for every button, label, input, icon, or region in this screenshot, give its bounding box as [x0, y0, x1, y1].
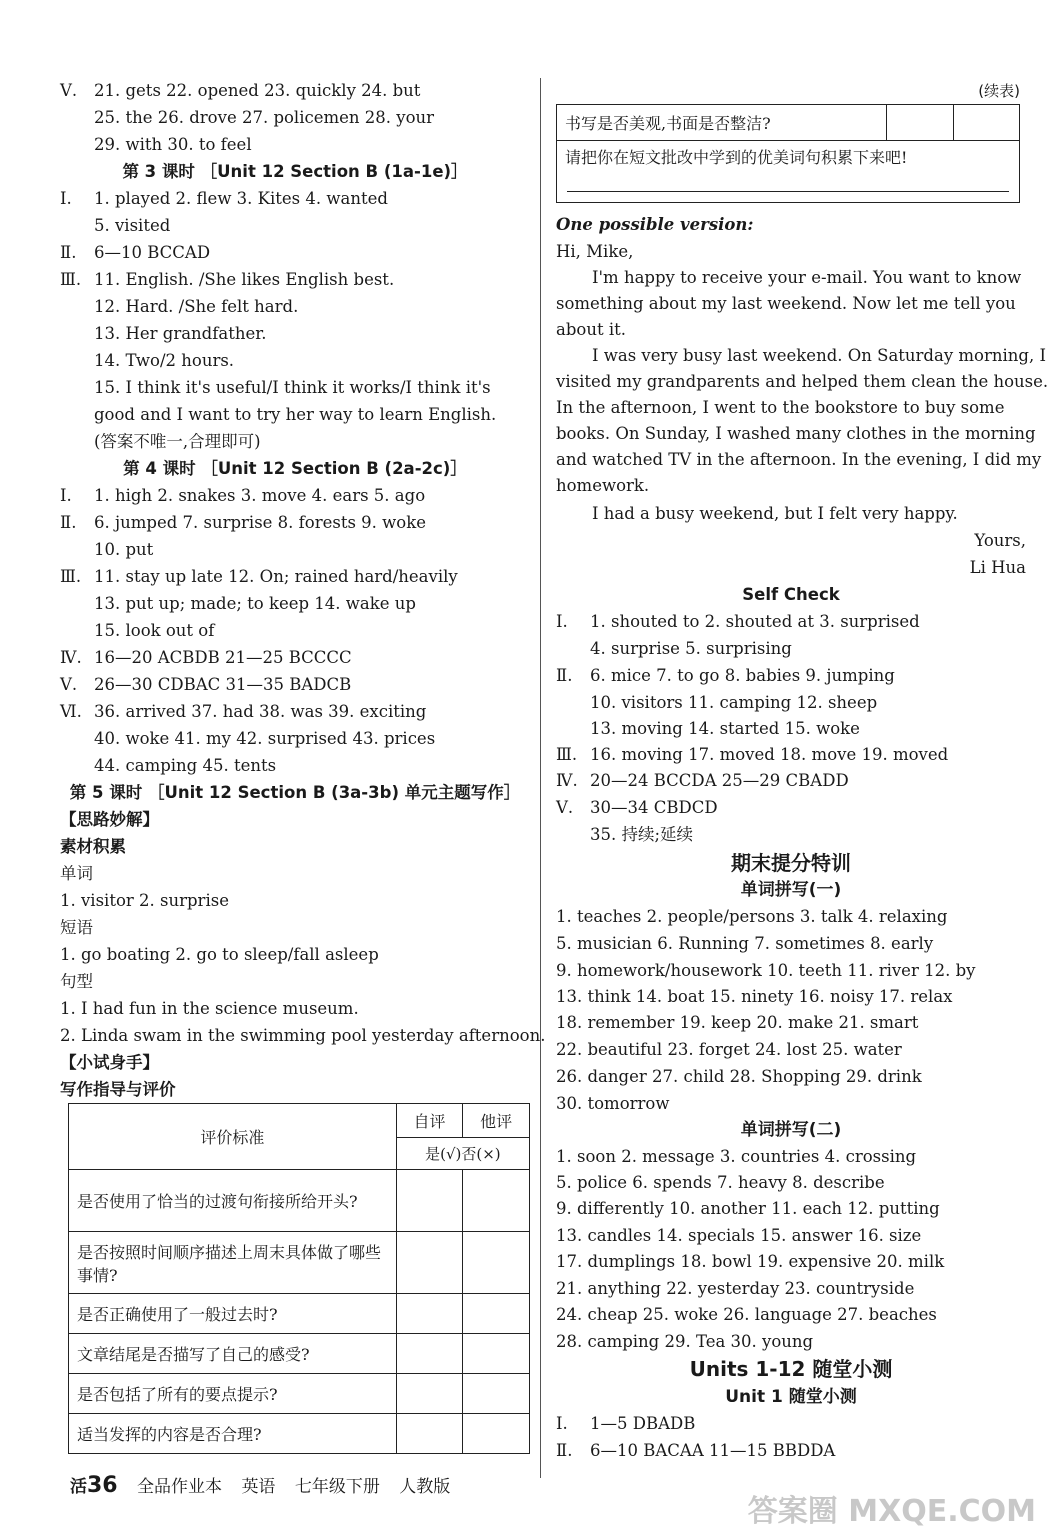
page-footer — [70, 1472, 464, 1498]
section-title: 期末提分特训 — [731, 851, 851, 875]
continued-label: (续表) — [978, 82, 1020, 100]
lesson-title: 第 5 课时 ［Unit 12 Section B (3a-3b) 单元主题写作］ — [69, 783, 521, 802]
evaluation-table — [68, 1103, 530, 1454]
sub-heading: 句型 — [60, 972, 93, 991]
section-heading: 【思路妙解】 — [60, 810, 159, 829]
answer-note: (答案不唯一,合理即可) — [94, 432, 261, 451]
criteria-header: 评价标准 — [69, 1104, 397, 1170]
section-heading: 素材积累 — [60, 837, 126, 856]
answer-row: Ⅴ. 26—30 CDBAC 31—35 BADCB — [60, 675, 352, 694]
check-cell[interactable] — [463, 1334, 530, 1374]
letter-closing: Yours, — [974, 531, 1026, 550]
answer-row: Ⅰ. 1. played 2. flew 3. Kites 4. wanted — [60, 189, 388, 208]
answer-row: 18. remember 19. keep 20. make 21. smart — [556, 1013, 919, 1032]
letter-greeting: Hi, Mike, — [556, 242, 634, 261]
letter-line: books. On Sunday, I washed many clothes in the morning — [556, 424, 1036, 443]
answer-row: 22. beautiful 23. forget 24. lost 25. water — [556, 1040, 902, 1059]
answer-row: Ⅰ. 1—5 DBADB — [556, 1414, 696, 1433]
answer-row: 1. teaches 2. people/persons 3. talk 4. relaxing — [556, 907, 948, 926]
edition: 人教版 — [399, 1477, 451, 1497]
criteria-cell: 适当发挥的内容是否合理? — [69, 1414, 397, 1454]
answer-row: 14. Two/2 hours. — [94, 351, 235, 370]
criteria-cell: 是否使用了恰当的过渡句衔接所给开头? — [69, 1170, 397, 1232]
page-number: 36 — [87, 1473, 118, 1498]
answer-row: 13. Her grandfather. — [94, 324, 267, 343]
criteria-cell: 是否包括了所有的要点提示? — [69, 1374, 397, 1414]
check-cell[interactable] — [463, 1170, 530, 1232]
check-cell[interactable] — [887, 105, 953, 141]
sub-heading: 短语 — [60, 918, 93, 937]
answer-row: 9. differently 10. another 11. each 12. putting — [556, 1199, 940, 1218]
check-cell[interactable] — [953, 105, 1020, 141]
answer-row: Ⅱ. 6. mice 7. to go 8. babies 9. jumping — [556, 666, 895, 685]
answer-row: 40. woke 41. my 42. surprised 43. prices — [94, 729, 436, 748]
answer-row: 17. dumplings 18. bowl 19. expensive 20. milk — [556, 1252, 945, 1271]
grade: 七年级下册 — [294, 1477, 380, 1497]
answer-row: Ⅱ. 6—10 BCCAD — [60, 243, 211, 262]
letter-line: and watched TV in the afternoon. In the evening, I did my — [556, 450, 1042, 469]
lesson-title: 第 4 课时 ［Unit 12 Section B (2a-2c)］ — [123, 459, 467, 478]
answer-row: good and I want to try her way to learn English. — [94, 405, 497, 424]
section-title: Self Check — [742, 585, 840, 604]
answer-row: 5. musician 6. Running 7. sometimes 8. early — [556, 934, 934, 953]
criteria-cell: 是否按照时间顺序描述上周末具体做了哪些事情? — [69, 1232, 397, 1294]
subject: 英语 — [241, 1477, 276, 1497]
answer-row: 24. cheap 25. woke 26. language 27. beaches — [556, 1305, 937, 1324]
answer-row: 9. homework/housework 10. teeth 11. river 12. by — [556, 961, 976, 980]
letter-line: In the afternoon, I went to the bookstore to buy some — [556, 398, 1005, 417]
sub-heading: 单词 — [60, 864, 93, 883]
answer-row: 12. Hard. /She felt hard. — [94, 297, 299, 316]
section-heading: 写作指导与评价 — [60, 1080, 176, 1099]
column-divider — [540, 78, 541, 1478]
check-cell[interactable] — [396, 1294, 463, 1334]
answer-row: 26. danger 27. child 28. Shopping 29. drink — [556, 1067, 922, 1086]
answer-row: 13. candles 14. specials 15. answer 16. size — [556, 1226, 922, 1245]
section-heading: 【小试身手】 — [60, 1053, 159, 1072]
answer-row: 15. I think it's useful/I think it works/I think it's — [94, 378, 491, 397]
answer-row: Ⅲ. 11. English. /She likes English best. — [60, 270, 395, 289]
sub-section-title: Unit 1 随堂小测 — [725, 1387, 857, 1407]
yes-no-legend: 是(√)否(×) — [396, 1138, 529, 1170]
answer-row: 25. the 26. drove 27. policemen 28. your — [94, 108, 435, 127]
answer-row: Ⅱ. 6. jumped 7. surprise 8. forests 9. woke — [60, 513, 426, 532]
answer-row: 13. put up; made; to keep 14. wake up — [94, 594, 416, 613]
answer-row: 10. put — [94, 540, 154, 559]
lesson-title: 第 3 课时 ［Unit 12 Section B (1a-1e)］ — [122, 162, 468, 181]
criteria-cell: 文章结尾是否描写了自己的感受? — [69, 1334, 397, 1374]
letter-signature: Li Hua — [969, 558, 1026, 577]
letter-line: I'm happy to receive your e-mail. You want to know — [592, 268, 1022, 287]
criteria-cell: 是否正确使用了一般过去时? — [69, 1294, 397, 1334]
answer-row: 21. anything 22. yesterday 23. countryside — [556, 1279, 915, 1298]
answer-row: 5. police 6. spends 7. heavy 8. describe — [556, 1173, 885, 1192]
check-cell[interactable] — [396, 1374, 463, 1414]
letter-line: visited my grandparents and helped them clean the house. — [556, 372, 1048, 391]
check-cell[interactable] — [396, 1414, 463, 1454]
peer-eval-header: 他评 — [463, 1104, 530, 1138]
evaluation-table-continued — [556, 104, 1020, 203]
answer-row: 4. surprise 5. surprising — [590, 639, 792, 658]
answer-row: 10. visitors 11. camping 12. sheep — [590, 693, 878, 712]
answer-row: 28. camping 29. Tea 30. young — [556, 1332, 814, 1351]
answer-row: 1. soon 2. message 3. countries 4. crossing — [556, 1147, 917, 1166]
letter-line: I was very busy last weekend. On Saturday morning, I — [592, 346, 1046, 365]
answer-row: 13. moving 14. started 15. woke — [590, 719, 860, 738]
answer-row: Ⅲ. 16. moving 17. moved 18. move 19. moved — [556, 745, 949, 764]
answer-row: 5. visited — [94, 216, 171, 235]
answer-row: 13. think 14. boat 15. ninety 16. noisy 17. relax — [556, 987, 953, 1006]
check-cell[interactable] — [463, 1294, 530, 1334]
section-title: Units 1-12 随堂小测 — [689, 1357, 893, 1381]
check-cell[interactable] — [396, 1170, 463, 1232]
answer-row: 30. tomorrow — [556, 1094, 670, 1113]
answer-row: 15. look out of — [94, 621, 215, 640]
answer-row: Ⅴ. 30—34 CBDCD — [556, 798, 718, 817]
letter-line: about it. — [556, 320, 626, 339]
check-cell[interactable] — [396, 1334, 463, 1374]
check-cell[interactable] — [463, 1232, 530, 1294]
answer-row: 1. visitor 2. surprise — [60, 891, 229, 910]
letter-line: something about my last weekend. Now let me tell you — [556, 294, 1016, 313]
answer-row: 44. camping 45. tents — [94, 756, 277, 775]
answer-row: 1. go boating 2. go to sleep/fall asleep — [60, 945, 379, 964]
answer-row: Ⅰ. 1. high 2. snakes 3. move 4. ears 5. ago — [60, 486, 426, 505]
answer-row: 2. Linda swam in the swimming pool yesterday afternoon. — [60, 1026, 546, 1045]
notes-cell[interactable]: 请把你在短文批改中学到的优美词句积累下来吧! — [557, 141, 1020, 203]
check-cell[interactable] — [396, 1232, 463, 1294]
writing-line — [567, 191, 1009, 192]
self-eval-header: 自评 — [396, 1104, 463, 1138]
criteria-cell: 书写是否美观,书面是否整洁? — [557, 105, 887, 141]
sub-section-title: 单词拼写(二) — [740, 1120, 842, 1140]
answer-row: 1. I had fun in the science museum. — [60, 999, 359, 1018]
watermark: 答案圈 MXQE.COM — [747, 1494, 1036, 1529]
answer-row: Ⅳ. 16—20 ACBDB 21—25 BCCCC — [60, 648, 352, 667]
sub-section-title: 单词拼写(一) — [740, 880, 842, 900]
book-title: 全品作业本 — [137, 1477, 223, 1497]
page-prefix: 活 — [70, 1477, 87, 1497]
answer-row: Ⅱ. 6—10 BACAA 11—15 BBDDA — [556, 1441, 836, 1460]
answer-row: Ⅳ. 20—24 BCCDA 25—29 CBADD — [556, 771, 849, 790]
answer-row: Ⅰ. 1. shouted to 2. shouted at 3. surprised — [556, 612, 920, 631]
check-cell[interactable] — [463, 1374, 530, 1414]
letter-line: homework. — [556, 476, 650, 495]
check-cell[interactable] — [463, 1414, 530, 1454]
letter-line: I had a busy weekend, but I felt very happy. — [592, 504, 958, 523]
answer-row: Ⅲ. 11. stay up late 12. On; rained hard/heavily — [60, 567, 458, 586]
answer-row: Ⅴ. 21. gets 22. opened 23. quickly 24. but — [60, 81, 421, 100]
answer-row: Ⅵ. 36. arrived 37. had 38. was 39. exciting — [60, 702, 427, 721]
answer-row: 35. 持续;延续 — [590, 825, 694, 844]
answer-row: 29. with 30. to feel — [94, 135, 252, 154]
version-label: One possible version: — [556, 215, 754, 234]
